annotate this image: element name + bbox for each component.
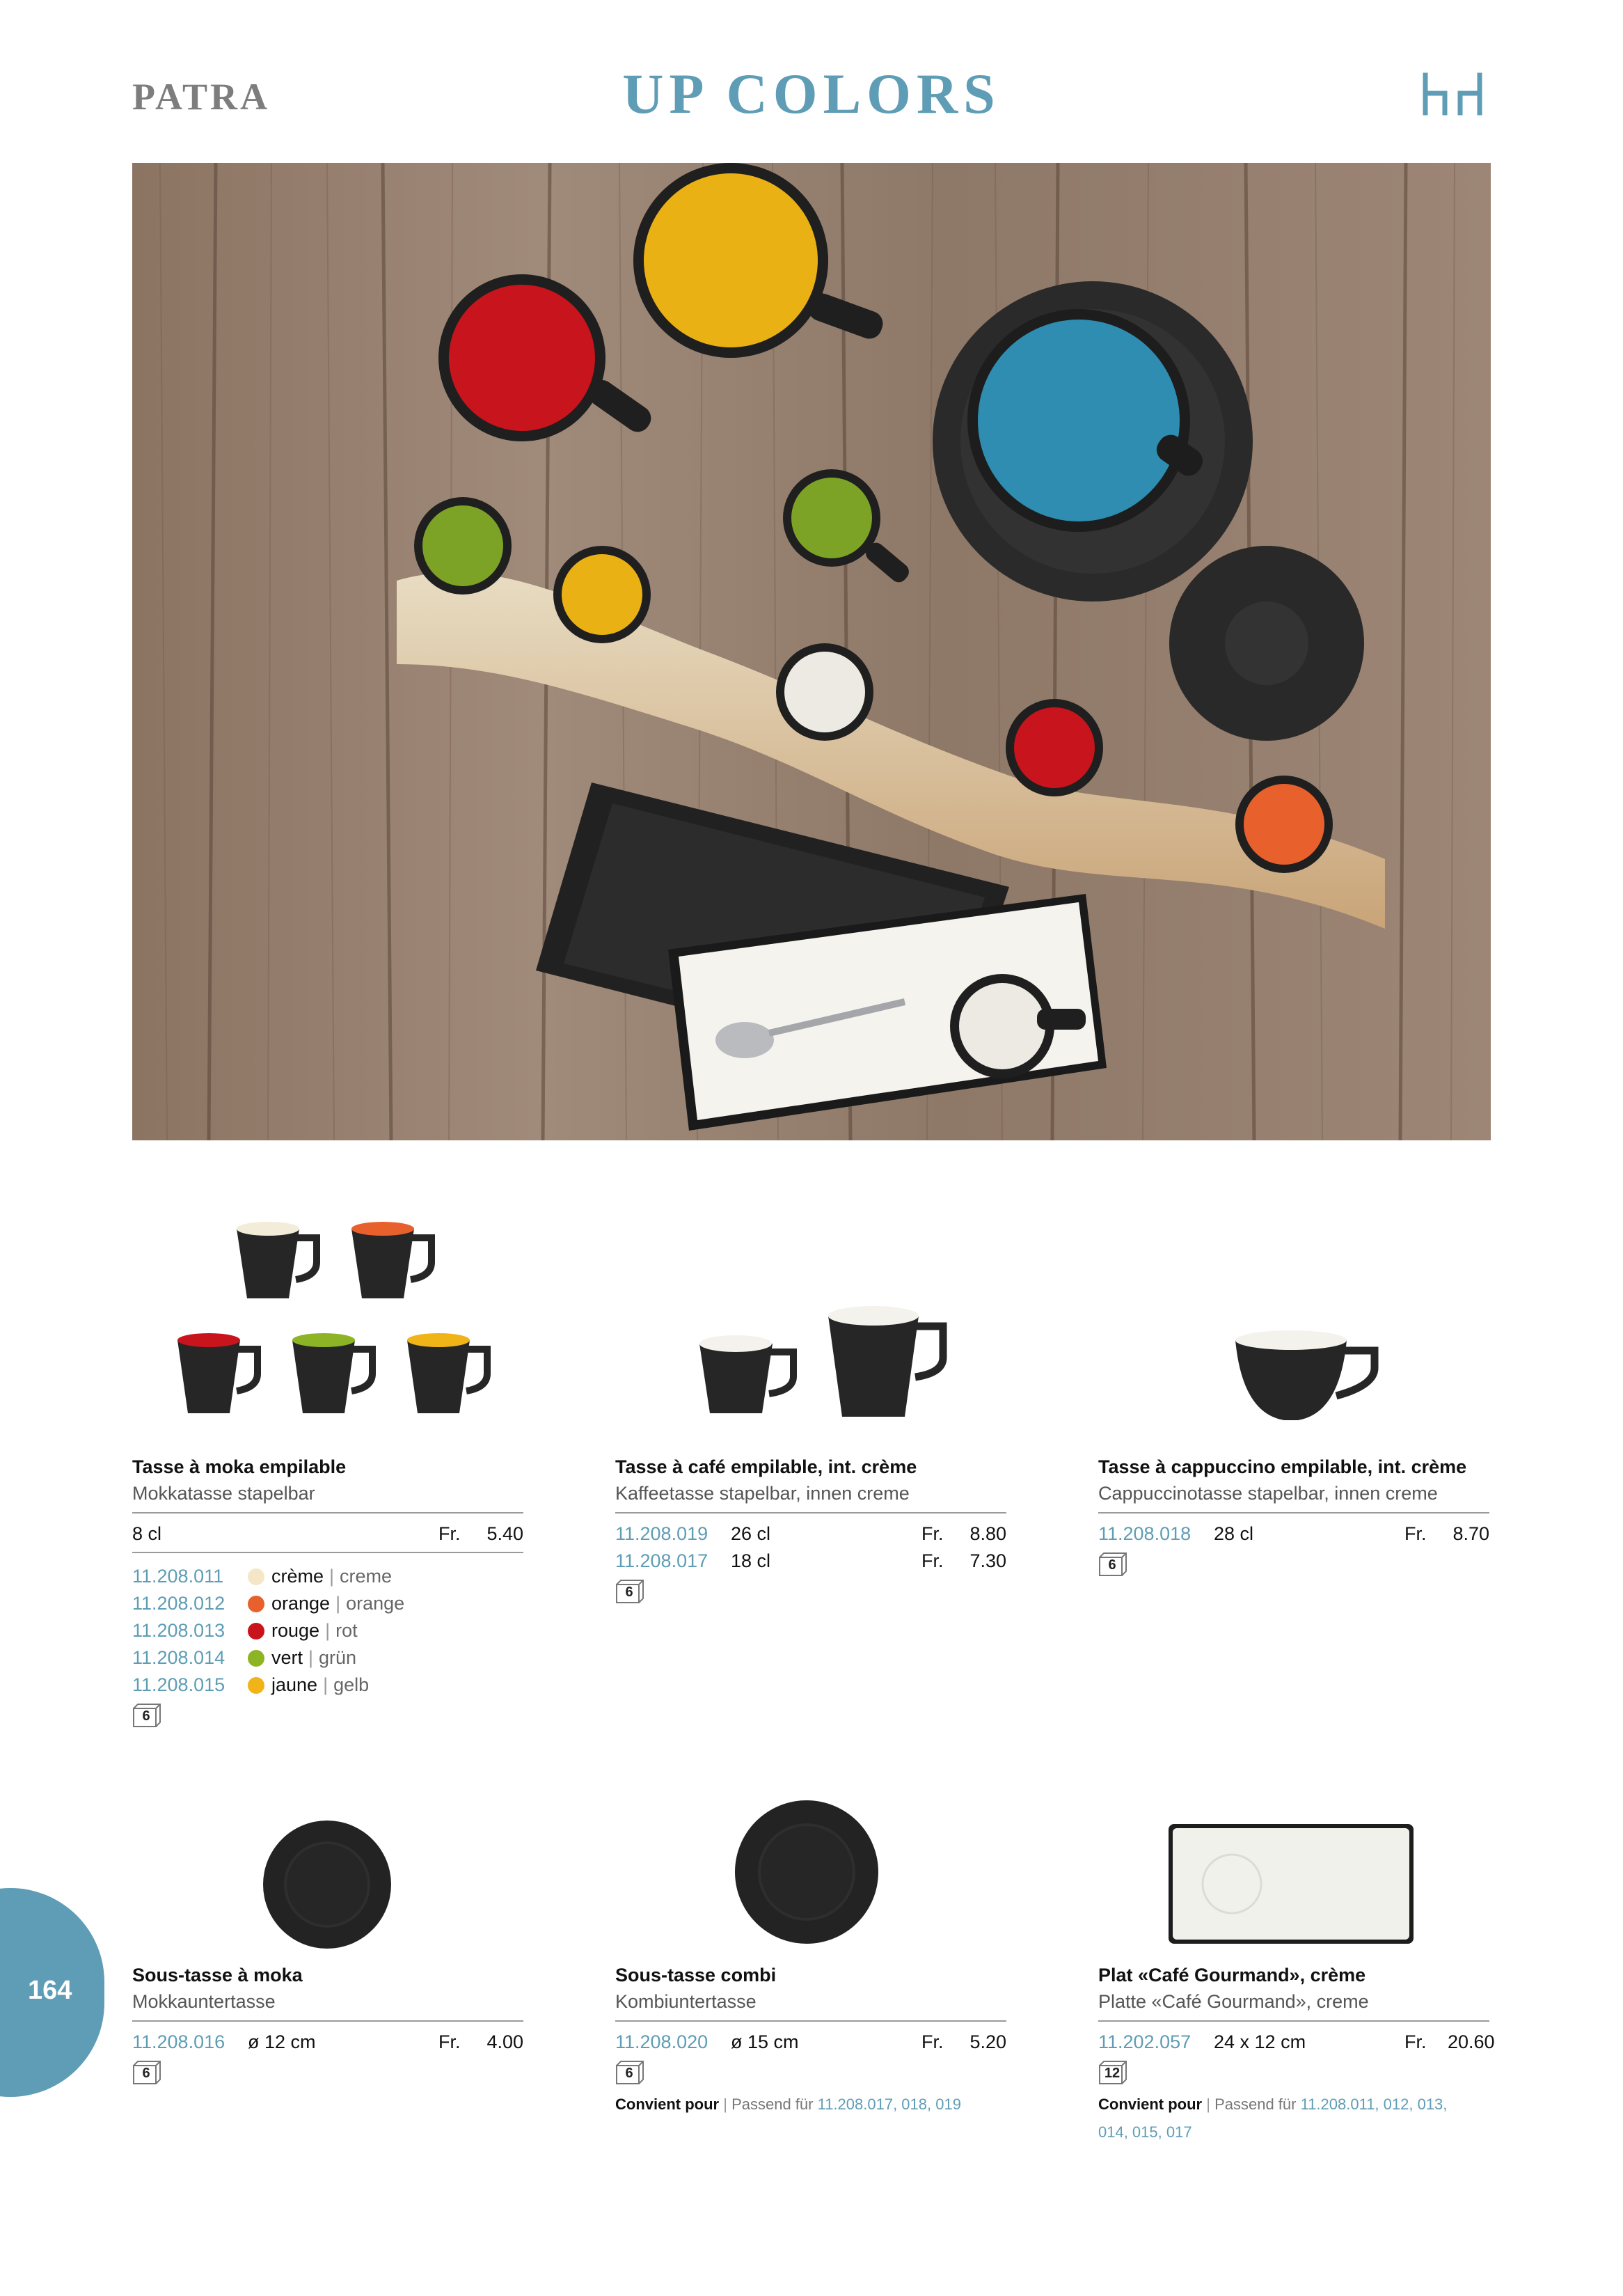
price-row: 11.208.018 28 cl Fr. 8.70: [1098, 1523, 1489, 1544]
pack-box-icon: 12: [1098, 2060, 1127, 2085]
product-moka-saucer: [132, 1962, 523, 2085]
red-swatch: [248, 1623, 264, 1640]
price-row: 11.208.019 26 cl Fr. 8.80: [615, 1523, 1006, 1544]
variant-row: 11.208.014 vert | grün: [132, 1647, 357, 1668]
product-subtitle: Cappuccinotasse stapelbar, innen creme: [1098, 1483, 1438, 1504]
yellow-swatch: [248, 1677, 264, 1694]
combi-saucer-image: [734, 1799, 880, 1945]
product-subtitle: Kombiuntertasse: [615, 1991, 757, 2012]
pack-box-icon: 6: [615, 2060, 644, 2085]
orange-swatch: [248, 1596, 264, 1612]
product-name: Plat «Café Gourmand», crème: [1098, 1965, 1366, 1986]
variant-row: 11.208.012 orange | orange: [132, 1593, 405, 1614]
product-name: Tasse à moka empilable: [132, 1456, 347, 1477]
moka-cups-image: [160, 1218, 508, 1441]
coffee-cups-image: [689, 1295, 967, 1434]
variant-row: 11.208.013 rouge | rot: [132, 1620, 358, 1641]
hd-logo-icon: [1421, 70, 1484, 118]
gourmand-plate-image: [1166, 1821, 1416, 1947]
page-number: 164: [28, 1976, 72, 2005]
page-title: UP COLORS: [622, 62, 1001, 125]
product-subtitle: Platte «Café Gourmand», creme: [1098, 1991, 1369, 2012]
variant-row: 11.208.015 jaune | gelb: [132, 1674, 370, 1695]
product-coffee-cup: [615, 1454, 1006, 1604]
price-row: 11.208.017 18 cl Fr. 7.30: [615, 1550, 1006, 1571]
variant-row: 11.208.011 crème | creme: [132, 1566, 393, 1587]
product-combi-saucer: [615, 1962, 1006, 2118]
product-moka-cup: [132, 1454, 523, 1728]
product-name: Tasse à cappuccino empilable, int. crème: [1098, 1456, 1467, 1477]
product-subtitle: Mokkatasse stapelbar: [132, 1483, 315, 1504]
product-gourmand-plate: [1098, 1962, 1495, 2146]
compatibility-note: Convient pour | Passend für 11.208.017, 018, 019: [615, 2096, 961, 2113]
green-swatch: [248, 1650, 264, 1667]
product-cappuccino-cup: [1098, 1454, 1489, 1577]
brand-name: PATRA: [132, 76, 270, 118]
hero-photo: [132, 163, 1491, 1140]
product-name: Sous-tasse à moka: [132, 1965, 303, 1986]
price-row: 11.202.057 24 x 12 cm Fr. 20.60: [1098, 2031, 1495, 2052]
cappuccino-cup-image: [1225, 1323, 1406, 1434]
price-row: 11.208.016 ø 12 cm Fr. 4.00: [132, 2031, 523, 2052]
product-subtitle: Mokkauntertasse: [132, 1991, 276, 2012]
product-subtitle: Kaffeetasse stapelbar, innen creme: [615, 1483, 910, 1504]
price-row: 11.208.020 ø 15 cm Fr. 5.20: [615, 2031, 1006, 2052]
product-name: Sous-tasse combi: [615, 1965, 777, 1986]
size-row: 8 cl Fr. 5.40: [132, 1523, 523, 1544]
pack-box-icon: 6: [615, 1579, 644, 1604]
pack-box-icon: 6: [132, 1703, 161, 1728]
product-name: Tasse à café empilable, int. crème: [615, 1456, 917, 1477]
moka-saucer-image: [261, 1818, 393, 1951]
pack-box-icon: 6: [1098, 1552, 1127, 1577]
creme-swatch: [248, 1568, 264, 1585]
pack-box-icon: 6: [132, 2060, 161, 2085]
compatibility-note: Convient pour | Passend für 11.208.011, 012, 013, 014, 015, 017: [1098, 2096, 1448, 2141]
